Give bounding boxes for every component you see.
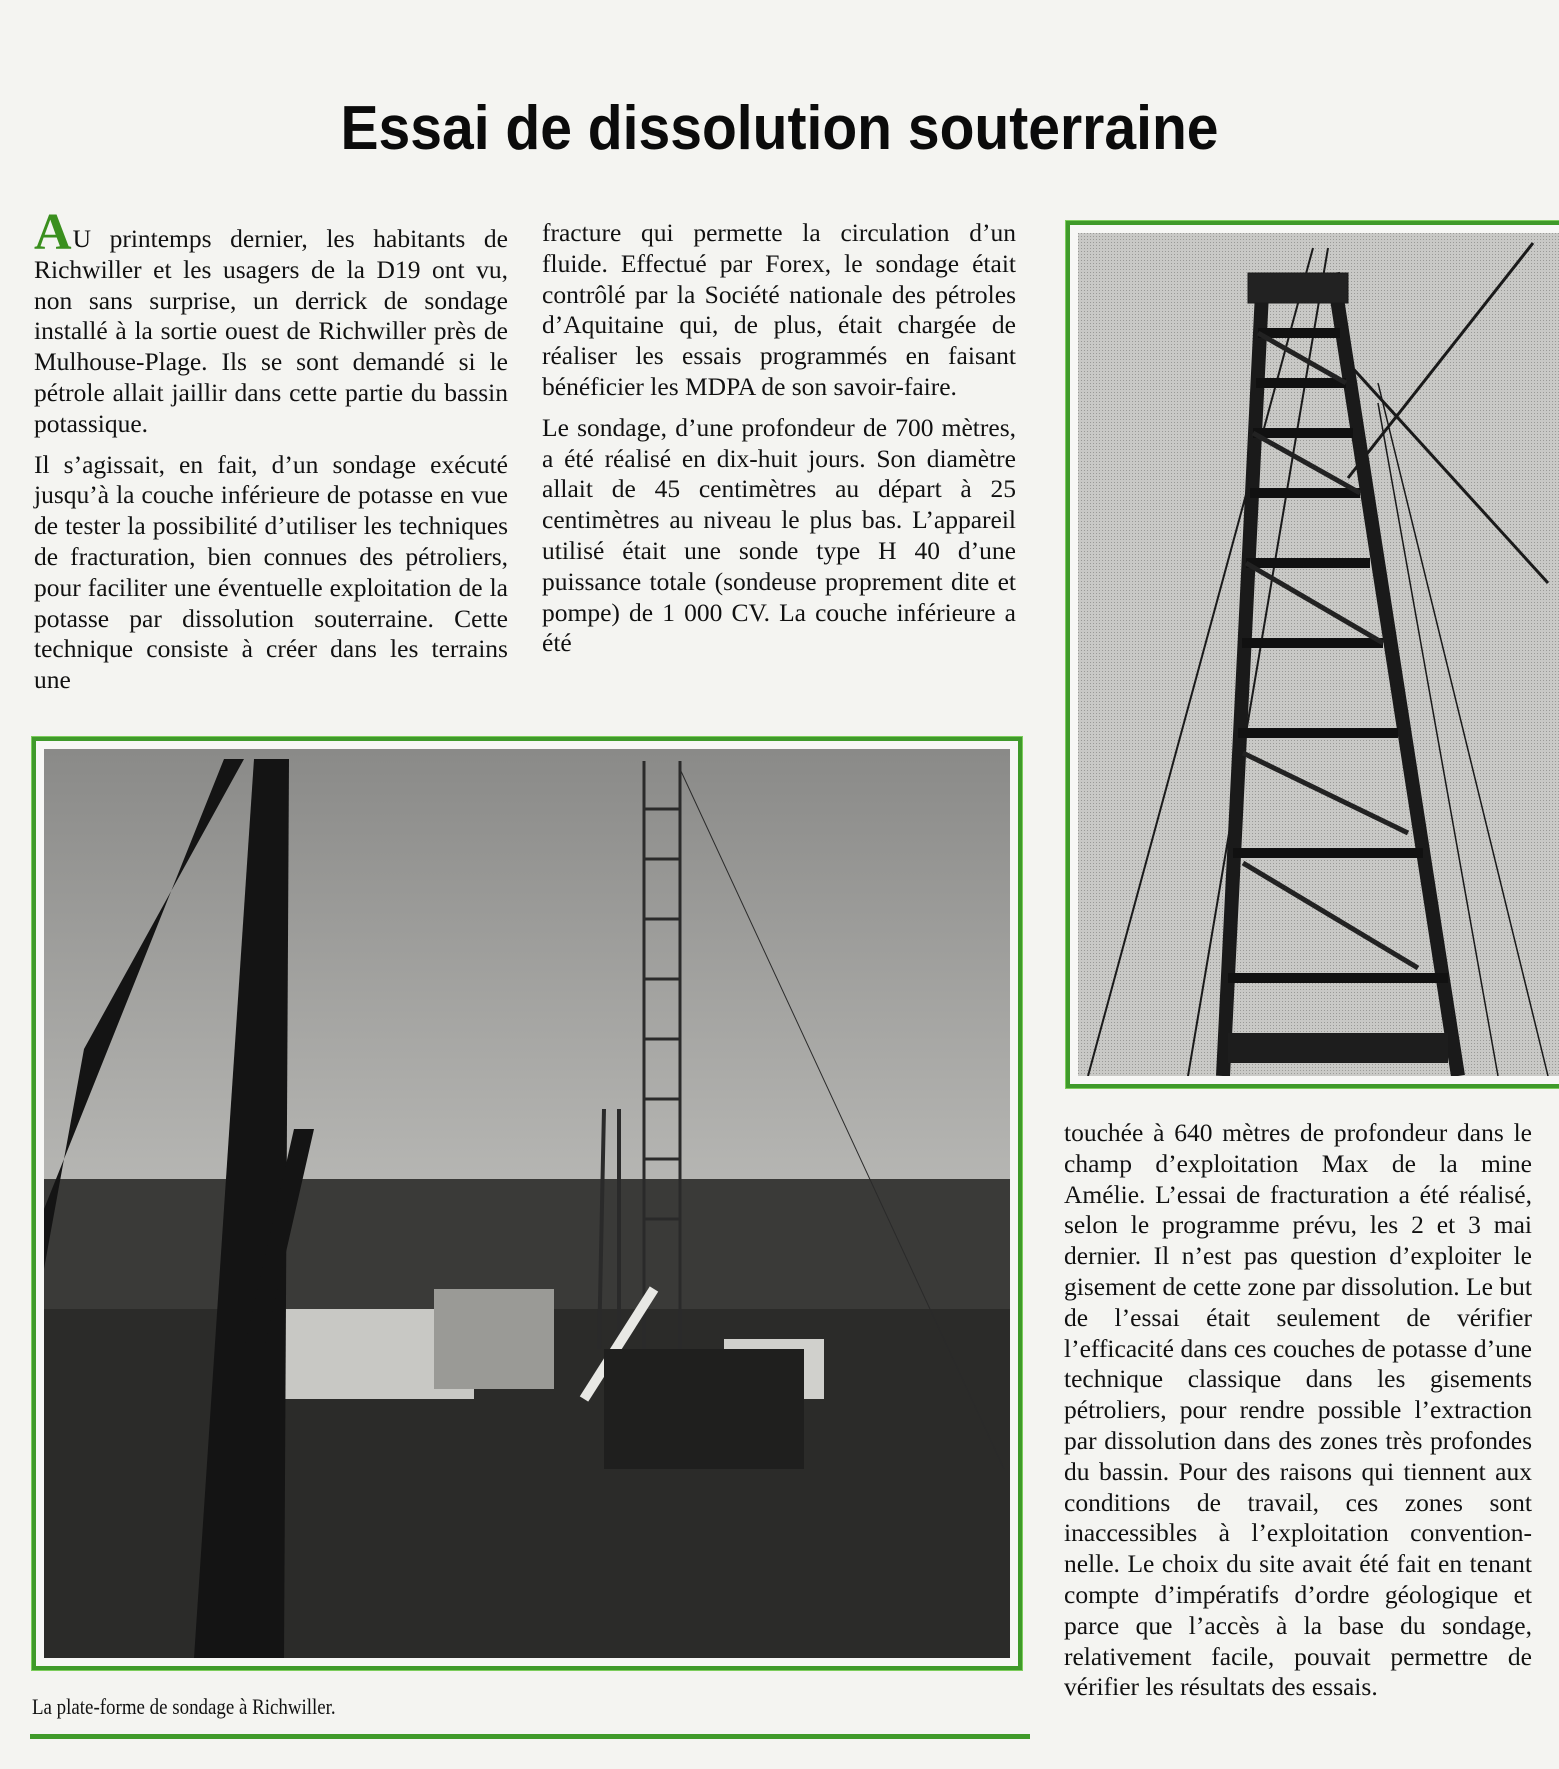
photo-caption: La plate-forme de sondage à Richwiller. (32, 1694, 336, 1719)
bottom-rule (30, 1734, 1030, 1739)
paragraph-2: Il s’agissait, en fait, d’un sondage exécuté jusqu’à la couche inférieure de potasse en vue de tester la possibilité d’utiliser les techniques de fracturation, bien connues des pétroliers, pour faciliter une éventuelle exploitation de la potasse par dissolution souterraine. Cette technique consiste à créer dans les terrains une (34, 449, 508, 695)
text-column-3 (1064, 1118, 1532, 1713)
text-column-1 (34, 204, 508, 706)
text-column-2 (542, 218, 1016, 669)
paragraph-3: Le sondage, d’une profondeur de 700 mètres, a été réalisé en dix-huit jours. Son diamètre allait de 45 centimètres au départ à 25 centimètres au niveau le plus bas. L’appareil utilisé était une sonde type H 40 d’une puissance totale (sondeuse proprement dite et pompe) de 1 000 CV. La couche inférieure a été (542, 412, 1016, 658)
drop-cap: A (34, 204, 72, 261)
platform-photo-image (44, 749, 1010, 1658)
paragraph-2-continued: fracture qui permette la circulation d’un fluide. Effectué par Forex, le sondage était contrôlé par la Société nationale des pétroles d’Aquitaine qui, de plus, était chargée de réaliser les essais programmés en faisant bénéficier les MDPA de son savoir-faire. (542, 218, 1016, 401)
paragraph-1 (34, 204, 508, 440)
article-title: Essai de dissolution souterraine (340, 93, 1219, 163)
derrick-photo (1066, 221, 1559, 1088)
paragraph-3-continued: touchée à 640 mètres de profondeur dans le champ d’exploitation Max de la mine Amélie. L’essai de fracturation a été réalisé, selon le programme prévu, les 2 et 3 mai dernier. Il n’est pas question d’exploiter le gisement de cette zone par dissolution. Le but de l’essai était seulement de vérifier l’efficacité dans ces couches de potasse d’une technique classique dans les gisements pétroliers, pour rendre possible l’extraction par dissolution dans des zones très profondes du bassin. Pour des raisons qui tiennent aux conditions de travail, ces zones sont inaccessibles à l’exploitation conventionnelle. Le choix du site avait été fait en tenant compte d’impératifs d’ordre géologique et parce que l’accès à la base du sondage, relativement facile, pouvait permettre de vérifier les résultats des essais. (1064, 1118, 1532, 1702)
paragraph-1-text: U printemps dernier, les habitants de Richwiller et les usagers de la D19 ont vu, non sans surprise, un derrick de sondage installé à la sortie ouest de Richwiller près de Mulhouse-Plage. Ils se sont demandé si le pétrole allait jaillir dans cette partie du bassin potassique. (34, 224, 508, 438)
platform-photo (32, 737, 1022, 1670)
derrick-photo-image (1078, 233, 1559, 1076)
